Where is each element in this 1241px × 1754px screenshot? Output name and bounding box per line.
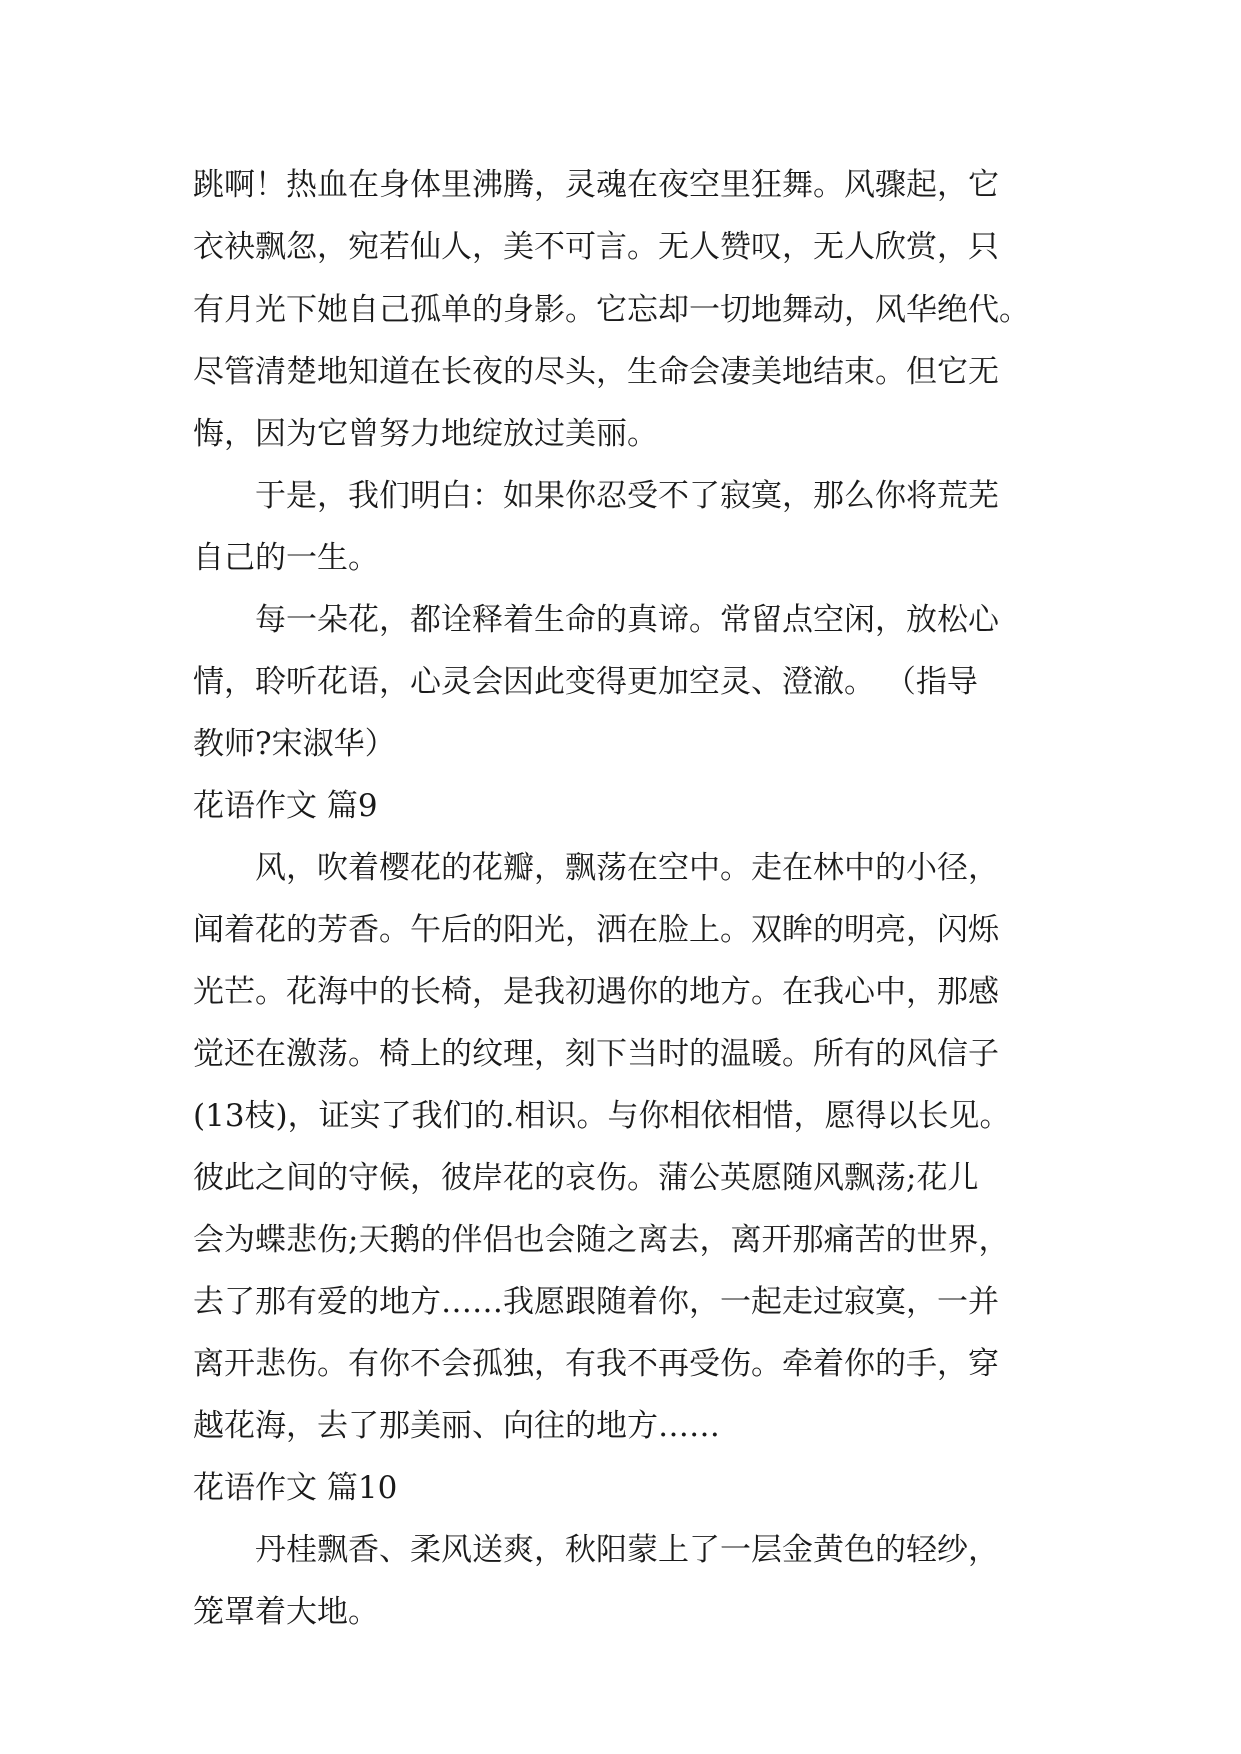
text-line: 彼此之间的守候，彼岸花的哀伤。蒲公英愿随风飘荡;花儿 [193, 1160, 979, 1196]
text-line: 跳啊！热血在身体里沸腾，灵魂在夜空里狂舞。风骤起，它 [193, 167, 999, 203]
text-line: 光芒。花海中的长椅，是我初遇你的地方。在我心中，那感 [193, 974, 999, 1010]
text-line: 自己的一生。 [193, 540, 379, 576]
text-line: 越花海，去了那美丽、向往的地方…… [193, 1408, 720, 1444]
text-line: 觉还在激荡。椅上的纹理，刻下当时的温暖。所有的风信子 [193, 1036, 999, 1072]
text-line: (13枝)，证实了我们的.相识。与你相依相惜，愿得以长见。 [193, 1098, 1011, 1134]
text-line: 情，聆听花语，心灵会因此变得更加空灵、澄澈。 （指导 [193, 664, 978, 700]
text-line: 闻着花的芳香。午后的阳光，洒在脸上。双眸的明亮，闪烁 [193, 912, 999, 948]
text-line: 每一朵花，都诠释着生命的真谛。常留点空闲，放松心 [255, 602, 999, 638]
text-line: 于是，我们明白：如果你忍受不了寂寞，那么你将荒芜 [255, 478, 999, 514]
section-heading: 花语作文 篇10 [193, 1470, 398, 1506]
text-line: 去了那有爱的地方……我愿跟随着你，一起走过寂寞，一并 [193, 1284, 999, 1320]
text-line: 悔，因为它曾努力地绽放过美丽。 [193, 416, 658, 452]
text-line: 笼罩着大地。 [193, 1594, 379, 1630]
text-line: 教师?宋淑华） [193, 726, 396, 762]
text-line: 风，吹着樱花的花瓣，飘荡在空中。走在林中的小径， [255, 850, 999, 886]
section-heading: 花语作文 篇9 [193, 788, 378, 824]
text-line: 丹桂飘香、柔风送爽，秋阳蒙上了一层金黄色的轻纱， [255, 1532, 999, 1568]
text-line: 有月光下她自己孤单的身影。它忘却一切地舞动，风华绝代。 [193, 292, 1030, 328]
text-line: 会为蝶悲伤;天鹅的伴侣也会随之离去，离开那痛苦的世界， [193, 1222, 1010, 1258]
text-line: 衣袂飘忽，宛若仙人，美不可言。无人赞叹，无人欣赏，只 [193, 229, 999, 265]
text-line: 尽管清楚地知道在长夜的尽头，生命会凄美地结束。但它无 [193, 354, 999, 390]
text-line: 离开悲伤。有你不会孤独，有我不再受伤。牵着你的手，穿 [193, 1346, 999, 1382]
